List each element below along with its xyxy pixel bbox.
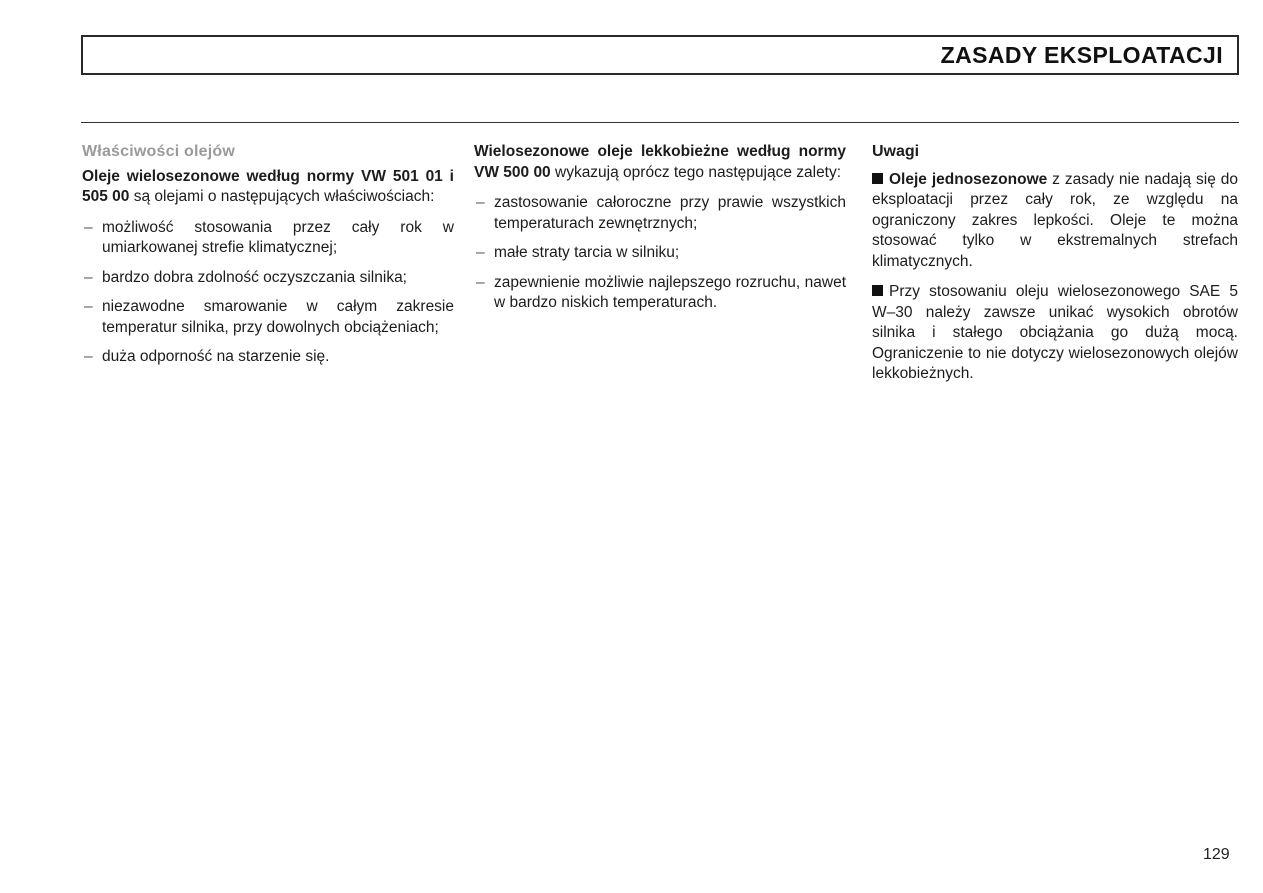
intro-bold: Wielosezonowe oleje lekkobieżne według normy VW 500 00 xyxy=(474,143,846,181)
properties-list xyxy=(82,218,454,368)
column-notes xyxy=(872,142,1238,395)
section-heading: Właściwości olejów xyxy=(82,143,235,160)
list-item: – małe straty tarcia w silniku; xyxy=(474,243,846,264)
column-low-friction-oils xyxy=(474,142,846,323)
intro-bold: Oleje wielosezonowe według normy VW 501 01 i 505 00 xyxy=(82,167,454,205)
column-oil-properties xyxy=(82,142,454,377)
notes-heading: Uwagi xyxy=(872,143,920,160)
list-item: – duża odporność na starzenie się. xyxy=(82,347,454,368)
intro-paragraph xyxy=(82,167,454,208)
list-item: – zastosowanie całoroczne przy prawie wszystkich temperaturach zewnętrznych; xyxy=(474,193,846,234)
intro-rest: wykazują oprócz tego następujące zalety: xyxy=(550,163,842,181)
bullet-square-icon xyxy=(872,285,883,296)
note-rest: z zasady nie nadają się do eksploatacji przez cały rok, ze względu na ograniczony zakres lepkości. Oleje te można stosować tylko w ekstremalnych strefach klimatycznych. xyxy=(872,170,1238,270)
chapter-title: ZASADY EKSPLOATACJI xyxy=(940,42,1223,68)
list-item: – możliwość stosowania przez cały rok w umiarkowanej strefie klimatycznej; xyxy=(82,218,454,259)
list-item: – niezawodne smarowanie w całym zakresie temperatur silnika, przy dowolnych obciążeniach; xyxy=(82,297,454,338)
advantages-list xyxy=(474,193,846,314)
bullet-square-icon xyxy=(872,173,883,184)
note-text: Przy stosowaniu oleju wielosezonowego SAE 5 W–30 należy zawsze unikać wysokich obrotów silnika i stałego obciążania go dużą mocą. Ograniczenie to nie dotyczy wielosezonowych olejów lekkobieżnych. xyxy=(872,283,1238,382)
list-item: – zapewnienie możliwie najlepszego rozruchu, nawet w bardzo niskich temperaturach. xyxy=(474,273,846,314)
chapter-header xyxy=(81,35,1239,75)
note-paragraph xyxy=(872,282,1238,385)
intro-rest: są olejami o następujących właściwościach: xyxy=(129,188,435,205)
note-paragraph xyxy=(872,170,1238,273)
note-bold: Oleje jednosezonowe xyxy=(889,170,1048,188)
intro-paragraph xyxy=(474,142,846,183)
header-rule xyxy=(81,122,1239,123)
list-item: – bardzo dobra zdolność oczyszczania silnika; xyxy=(82,268,454,289)
page-number: 129 xyxy=(1203,846,1230,863)
